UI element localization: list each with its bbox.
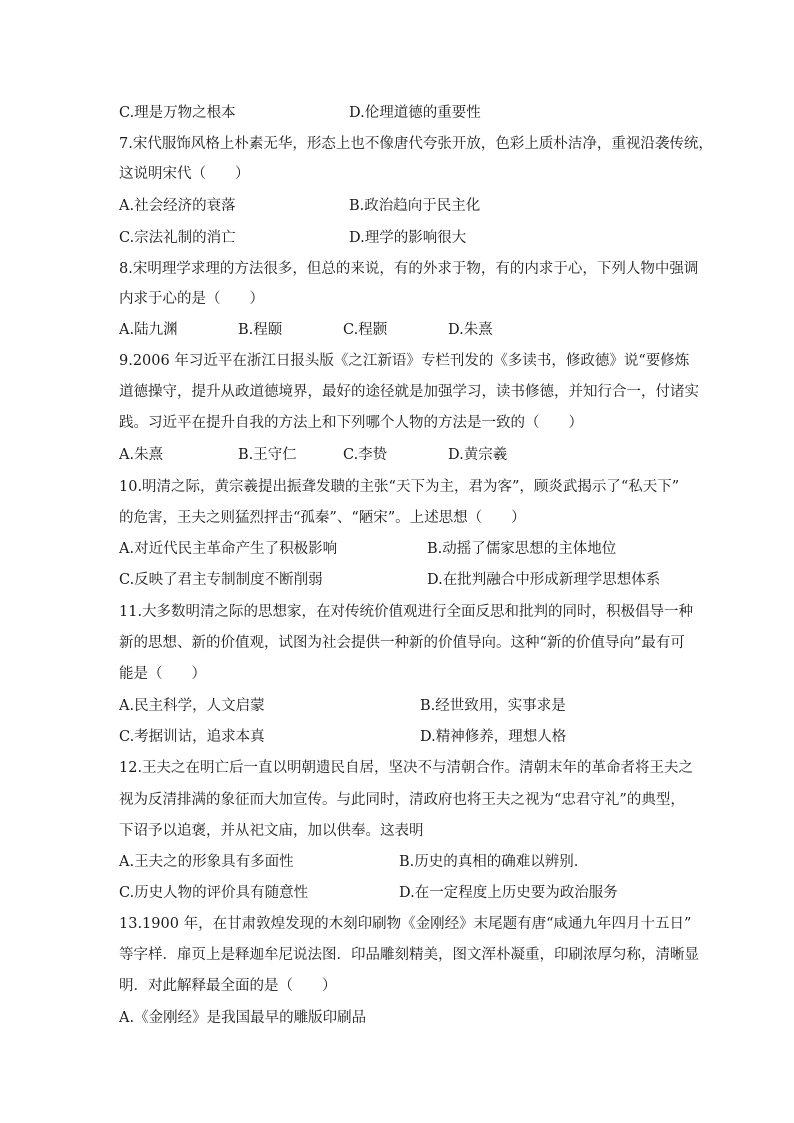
option-b: B.程颐 xyxy=(238,322,283,338)
option-a: A.社会经济的衰落 xyxy=(119,198,236,214)
option-d: D.理学的影响很大 xyxy=(349,230,467,246)
option-d: D.伦理道德的重要性 xyxy=(349,105,481,121)
question-stem: 新的思想、新的价值观，试图为社会提供一种新的价值导向。这种“新的价值导向”最有可 xyxy=(119,635,685,651)
option-c: C.理是万物之根本 xyxy=(119,105,236,121)
option-d: D.精神修养，理想人格 xyxy=(420,729,567,745)
question-stem: 能是（ ） xyxy=(119,666,206,682)
question-stem: 践。习近平在提升自我的方法上和下列哪个人物的方法是一致的（ ） xyxy=(119,415,583,431)
question-stem: 11.大多数明清之际的思想家，在对传统价值观进行全面反思和批判的同时，积极倡导一种 xyxy=(119,604,694,620)
option-a: A.对近代民主革命产生了积极影响 xyxy=(119,541,338,557)
option-b: B.经世致用，实事求是 xyxy=(420,698,566,714)
question-stem: 下诏予以追褒，并从祀文庙，加以供奉。这表明 xyxy=(119,823,424,839)
option-c: C.程颢 xyxy=(343,322,388,338)
question-stem: 12.王夫之在明亡后一直以明朝遗民自居，坚决不与清朝合作。清朝末年的革命者将王夫之 xyxy=(119,760,694,776)
option-c: C.反映了君主专制制度不断削弱 xyxy=(119,572,323,588)
option-a: A.民主科学，人文启蒙 xyxy=(119,698,265,714)
option-c: C.考据训诂，追求本真 xyxy=(119,729,265,745)
question-stem: 的危害，王夫之则猛烈抨击“孤秦”、“陋宋”。上述思想（ ） xyxy=(119,510,526,526)
option-b: B.动摇了儒家思想的主体地位 xyxy=(427,541,617,557)
option-b: B.政治趋向于民主化 xyxy=(349,198,481,214)
option-b: B.王守仁 xyxy=(238,447,297,463)
option-d: D.在批判融合中形成新理学思想体系 xyxy=(427,572,661,588)
question-stem: 这说明宋代（ ） xyxy=(119,166,250,182)
question-stem: 内求于心的是（ ） xyxy=(119,291,264,307)
question-stem: 明．对此解释最全面的是（ ） xyxy=(119,978,337,994)
option-c: C.历史人物的评价具有随意性 xyxy=(119,885,309,901)
question-stem: 7.宋代服饰风格上朴素无华，形态上也不像唐代夸张开放，色彩上质朴洁净，重视沿袭传统， xyxy=(119,136,713,152)
option-d: D.在一定程度上历史要为政治服务 xyxy=(399,885,618,901)
option-b: B.历史的真相的确难以辨别. xyxy=(399,854,579,870)
option-a: A.王夫之的形象具有多面性 xyxy=(119,854,294,870)
option-d: D.朱熹 xyxy=(448,322,493,338)
question-stem: 8.宋明理学求理的方法很多，但总的来说，有的外求于物，有的内求于心，下列人物中强调 xyxy=(119,261,699,277)
option-d: D.黄宗羲 xyxy=(448,447,508,463)
question-stem: 等字样．扉页上是释迦牟尼说法图．印品雕刻精美，图文浑朴凝重，印刷浓厚匀称，清晰显 xyxy=(119,947,699,963)
option-a: A.《金刚经》是我国最早的雕版印刷品 xyxy=(119,1010,367,1026)
question-stem: 13.1900 年，在甘肃敦煌发现的木刻印刷物《金刚经》末尾题有唐“咸通九年四月十五日” xyxy=(119,916,692,932)
question-stem: 10.明清之际，黄宗羲提出振聋发聩的主张“天下为主，君为客”，顾炎武揭示了“私天下” xyxy=(119,479,680,495)
option-c: C.宗法礼制的消亡 xyxy=(119,230,236,246)
question-stem: 视为反清排满的象征而大加宣传。与此同时，清政府也将王夫之视为“忠君守礼”的典型， xyxy=(119,792,685,808)
option-a: A.陆九渊 xyxy=(119,322,178,338)
question-stem: 9.2006 年习近平在浙江日报头版《之江新语》专栏刊发的《多读书，修政德》说“要修炼 xyxy=(119,353,690,369)
option-a: A.朱熹 xyxy=(119,447,164,463)
option-c: C.李贽 xyxy=(343,447,388,463)
question-stem: 道德操守，提升从政道德境界，最好的途径就是加强学习，读书修德，并知行合一，付诸实 xyxy=(119,384,699,400)
